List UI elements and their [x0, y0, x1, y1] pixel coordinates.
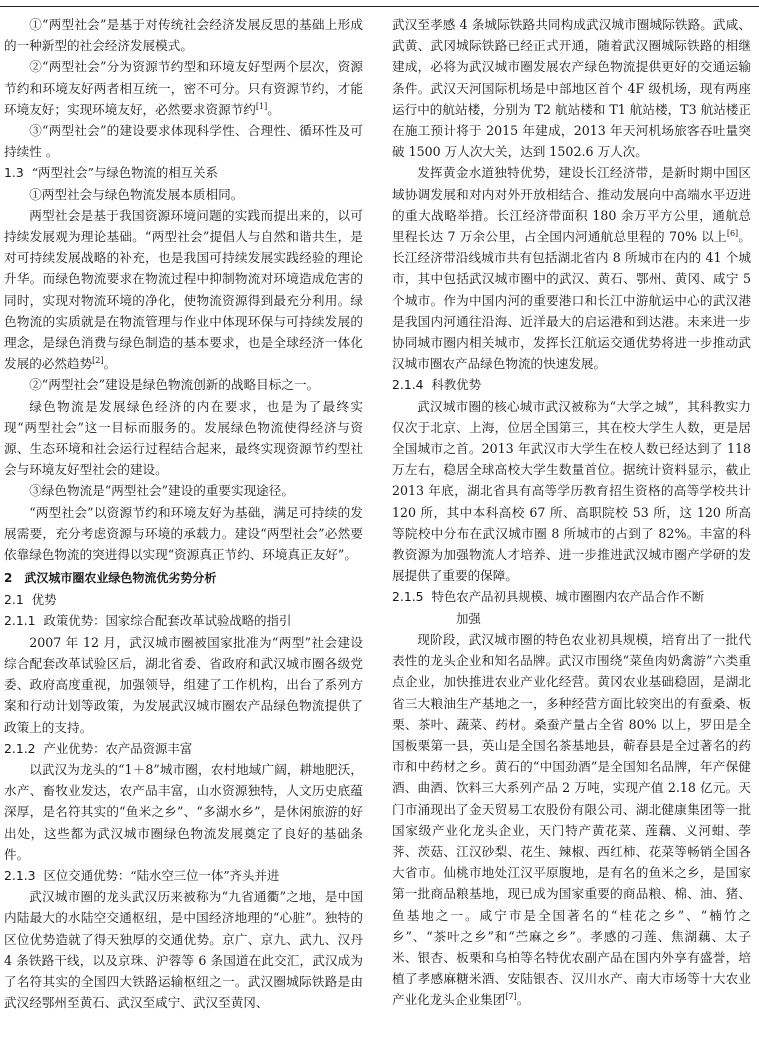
left-column	[4, 14, 363, 1013]
paragraph	[4, 56, 363, 120]
section-title: 优势	[31, 592, 57, 608]
right-column	[392, 14, 751, 1011]
section-number: 2.1.1	[4, 613, 36, 629]
section-title: 产业优势：农产品资源丰富	[43, 740, 193, 756]
citation: [6]	[726, 228, 739, 238]
paragraph-text: 。长江经济带沿线城市共有包括湖北省内 8 所城市在内的 41 个城市，其中包括武汉城市圈中的武汉、黄石、鄂州、黄冈、咸宁 5 个城市。作为中国内河的重要港口和长江中游航运中心的武汉港是我国内河通往沿海、近洋最大的启运港和到达港。未来进一步协同城市圈内相关城市，发挥长江航运交通优势将进一步推动武汉城市圈农产品绿色物流的快速发展。	[392, 229, 751, 372]
section-heading-2-1-5	[392, 586, 751, 628]
section-heading-1-3	[4, 162, 363, 183]
paragraph-text: 。	[267, 101, 280, 117]
paragraph: ③“两型社会”的建设要求体现科学性、合理性、循环性及可持续性 。	[4, 123, 363, 160]
paragraph-text: 发挥黄金水道独特优势，建设长江经济带，是新时期中国区域协调发展和对内对外开放相结合、推动发展向中高端水平迈进的重大战略举措。长江经济带面积 180 余万平方公里，通航总里程长达 7 万余公里，占全国内河通航总里程的 70% 以上	[392, 165, 751, 245]
section-number: 1.3	[4, 165, 24, 181]
section-title: 区位交通优势：“陆水空三位一体”齐头并进	[43, 867, 280, 883]
section-heading-2: 2 武汉城市圈农业绿色物流优劣势分析	[4, 571, 217, 586]
top-rule	[0, 6, 759, 7]
section-heading-2-1-3	[4, 865, 363, 886]
citation: [2]	[92, 356, 104, 366]
paragraph: 武汉城市圈的龙头武汉历来被称为“九省通衢”之地，是中国内陆最大的水陆空交通枢纽，是中国经济地理的“心脏”。独特的区位优势造就了得天独厚的交通优势。京广、京九、武九、汉丹 4 条铁路干线，以及京珠、沪蓉等 6 条国道在此交汇，武汉成为了名符其实的全国四大铁路运输枢纽之一。武汉圈城际铁路是由武汉经鄂州至黄石、武汉至咸宁、武汉至黄冈、	[4, 889, 363, 1011]
section-title-continued: 加强	[456, 610, 481, 626]
section-number: 2.1.4	[392, 377, 424, 393]
section-number: 2.1.2	[4, 740, 36, 756]
paragraph: 武汉城市圈的核心城市武汉被称为“大学之城”，其科教实力仅次于北京、上海，位居全国第三，其在校大学生人数，更是居全国城市之首。2013 年武汉市大学生在校人数已经达到了 118 万左右，稳居全球高校大学生数量首位。据统计资料显示，截止 2013 年底，湖北省具有高等学历教育招生资格的高等学校共计 120 所，其中本科高校 67 所、高职院校 53 所，这 120 所高等院校中分布在武汉城市圈 8 所城市的占到了 82%。丰富的科教资源为加强物流人才培养、进一步推进武汉城市圈产学研的发展提供了重要的保障。	[392, 398, 751, 584]
section-number: 2.1.5	[392, 589, 424, 605]
paragraph: 武汉至孝感 4 条城际铁路共同构成武汉城市圈城际铁路。武咸、武黄、武冈城际铁路已经正式开通，随着武汉圈城际铁路的相继建成，必将为武汉城市圈发展农产绿色物流提供更好的交通运输条件。武汉天河国际机场是中部地区首个 4F 级机场，现有两座运行中的航站楼，分别为 T2 航站楼和 T1 航站楼，T3 航站楼正在施工预计将于 2015 年建成，2013 年天河机场旅客吞吐量突破 1500 万人次大关，达到 1502.6 万人次。	[392, 17, 751, 160]
section-heading-2-1-2	[4, 738, 363, 759]
citation: [7]	[505, 992, 517, 1002]
paragraph: ①“两型社会”是基于对传统社会经济发展反思的基础上形成的一种新型的社会经济发展模式。	[4, 17, 363, 54]
paragraph-text: 。	[103, 356, 117, 372]
section-title: 特色农产品初具规模、城市圈圈内农产品合作不断	[431, 589, 705, 605]
paragraph-text: ②“两型社会”分为资源节约型和环境友好型两个层次，资源节约和环境友好两者相互统一，密不可分。只有资源节约，才能环境友好；实现环境友好，必然要求资源节约	[4, 59, 363, 117]
paragraph: ①两型社会与绿色物流发展本质相同。	[29, 186, 244, 202]
paragraph: ③绿色物流是“两型社会”建设的重要实现途径。	[29, 483, 294, 499]
section-title: 科教优势	[431, 377, 482, 393]
paragraph	[392, 629, 751, 1011]
section-heading-2-1-4	[392, 374, 751, 395]
section-title: “两型社会”与绿色物流的相互关系	[31, 165, 218, 181]
paragraph-text: 现阶段，武汉城市圈的特色农业初具规模，培育出了一批代表性的龙头企业和知名品牌。武汉市围绕“菜鱼肉奶禽游”六类重点企业，加快推进农业产业化经营。黄冈农业基础稳固，是湖北省三大粮油生产基地之一，多种经营方面比较突出的有蚕桑、板栗、茶叶、蔬菜、药材。桑蚕产量占全省 80% 以上，罗田是全国板栗第一县，英山是全国名茶基地县，蕲春县是全过著名的药市和中药材之乡。黄石的“中国劲酒”是全国知名品牌，年产保健酒、曲酒、饮料三大系列产品 2 万吨，实现产值 2.18 亿元。天门市涌现出了金天贸易工农股份有限公司、湖北健康集团等一批国家级产业化龙头企业，天门特产黄花菜、莲藕、义河蚶、荸荠、茨菇、江汉砂梨、花生、辣椒、西红柿、花菜等畅销全国各大省市。仙桃市地处江汉平原腹地，是有名的鱼米之乡，是国家第一批商品粮基地，现已成为国家重要的商品粮、棉、油、猪、鱼基地之一。咸宁市是全国著名的“桂花之乡”、“楠竹之乡”、“茶叶之乡”和“苎麻之乡”。孝感的刁莲、焦湖藕、太子米、银杏、板栗和乌柏等名特优农副产品在国内外享有盛誉，培植了孝感麻糖米酒、安陆银杏、汉川水产、南大市场等十大农业产业化龙头企业集团	[392, 631, 751, 1008]
paragraph: ②“两型社会”建设是绿色物流创新的战略目标之一。	[29, 377, 320, 393]
paragraph: 2007 年 12 月，武汉城市圈被国家批准为“两型”社会建设综合配套改革试验区后，湖北省委、省政府和武汉城市圈各级党委、政府高度重视，加强领导，组建了工作机构，出台了系列方案和行动计划等政策，为发展武汉城市圈农产品绿色物流提供了政策上的支持。	[4, 634, 363, 735]
section-title: 政策优势：国家综合配套改革试验战略的指引	[43, 613, 292, 629]
paragraph	[4, 205, 363, 375]
section-number: 2.1.3	[4, 867, 36, 883]
section-number: 2.1	[4, 592, 24, 608]
paragraph-text: 。	[516, 992, 530, 1008]
section-heading-2-1-1	[4, 610, 363, 631]
paragraph: 绿色物流是发展绿色经济的内在要求，也是为了最终实现“两型社会”这一目标而服务的。发展绿色物流使得经济与资源、生态环境和社会运行过程结合起来，最终实现资源节约型社会与环境友好型社会的建设。	[4, 398, 363, 478]
paragraph	[392, 162, 751, 374]
paragraph-text: 两型社会是基于我国资源环境问题的实践而提出来的，以可持续发展观为理论基础。“两型社会”提倡人与自然和谐共生，是对可持续发展战略的补充，也是我国可持续发展实践经验的理论升华。而绿色物流要求在物流过程中抑制物流对环境造成危害的同时，实现对物流环境的净化，使物流资源得到最充分利用。绿色物流的实质就是在物流管理与作业中体现环保与可持续发展的理念，是绿色消费与绿色制造的基本要求，也是全球经济一体化发展的必然趋势	[4, 207, 363, 372]
paragraph: “两型社会”以资源节约和环境友好为基础，满足可持续的发展需要，充分考虑资源与环境的承载力。建设“两型社会”必然要依靠绿色物流的突进得以实现“资源真正节约、环境真正友好”。	[4, 504, 363, 563]
paragraph: 以武汉为龙头的“1＋8”城市圈，农村地域广阔，耕地肥沃，水产、畜牧业发达，农产品丰富，山水资源独特，人文历史底蕴深厚，是名符其实的“鱼米之乡”、“多湖水乡”，是休闲旅游的好出处，这些都为武汉城市圈绿色物流发展奠定了良好的基础条件。	[4, 761, 363, 862]
citation: [1]	[255, 101, 268, 111]
section-heading-2-1	[4, 589, 363, 610]
